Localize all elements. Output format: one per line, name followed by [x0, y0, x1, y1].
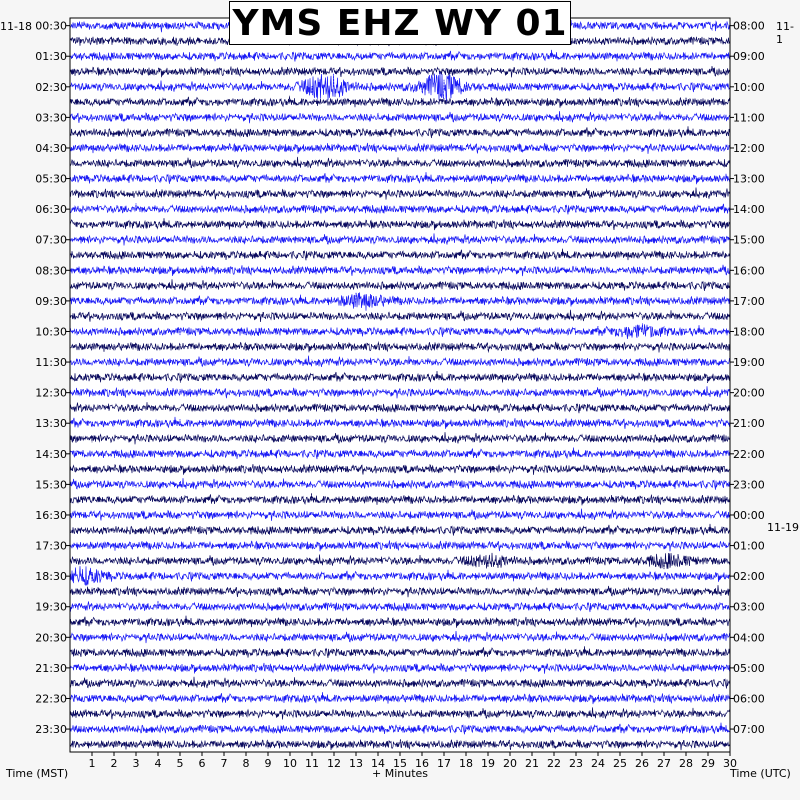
- right-tick-label: 21:00: [733, 417, 765, 431]
- x-tick-label: 9: [264, 757, 272, 770]
- left-tick-label: 17:30: [35, 539, 67, 553]
- y-axis-label-right: Time (UTC): [730, 767, 791, 780]
- left-tick-label: 19:30: [35, 600, 67, 614]
- left-tick-label: 14:30: [35, 447, 67, 461]
- x-tick-label: 2: [110, 757, 118, 770]
- x-tick-label: 8: [242, 757, 250, 770]
- right-tick-label: 18:00: [733, 325, 765, 339]
- x-tick-label: 5: [176, 757, 184, 770]
- right-tick-label: 23:00: [733, 478, 765, 492]
- left-tick-label: 22:30: [35, 692, 67, 706]
- right-tick-label: 17:00: [733, 294, 765, 308]
- x-tick-label: 20: [503, 757, 517, 770]
- right-tick-label: 11:00: [733, 111, 765, 125]
- right-tick-label: 22:00: [733, 447, 765, 461]
- x-tick-label: 14: [371, 757, 385, 770]
- chart-title-box: [229, 1, 571, 45]
- right-tick-label: 07:00: [733, 723, 765, 737]
- x-tick-label: 12: [327, 757, 341, 770]
- right-tick-label: 01:00: [733, 539, 765, 553]
- left-tick-label: 04:30: [35, 141, 67, 155]
- left-tick-label: 10:30: [35, 325, 67, 339]
- right-date-label-mid: 11-19: [767, 521, 799, 534]
- x-tick-label: 23: [569, 757, 583, 770]
- right-tick-label: 06:00: [733, 692, 765, 706]
- x-tick-label: 17: [437, 757, 451, 770]
- x-tick-label: 3: [132, 757, 140, 770]
- x-tick-label: 10: [283, 757, 297, 770]
- x-tick-label: 7: [220, 757, 228, 770]
- right-tick-label: 05:00: [733, 661, 765, 675]
- right-date-label-top: 11-1: [776, 20, 794, 46]
- x-axis-label: + Minutes: [372, 767, 429, 780]
- left-tick-label: 16:30: [35, 508, 67, 522]
- right-tick-label: 15:00: [733, 233, 765, 247]
- right-tick-label: 16:00: [733, 264, 765, 278]
- left-tick-label: 00:30: [35, 19, 67, 33]
- left-date-label: 11-18: [0, 20, 32, 33]
- x-tick-label: 25: [613, 757, 627, 770]
- x-tick-label: 1: [88, 757, 96, 770]
- left-tick-label: 07:30: [35, 233, 67, 247]
- left-tick-label: 15:30: [35, 478, 67, 492]
- left-tick-label: 12:30: [35, 386, 67, 400]
- x-tick-label: 21: [525, 757, 539, 770]
- right-tick-label: 02:00: [733, 570, 765, 584]
- left-tick-label: 08:30: [35, 264, 67, 278]
- x-tick-label: 6: [198, 757, 206, 770]
- left-tick-label: 21:30: [35, 661, 67, 675]
- left-tick-label: 05:30: [35, 172, 67, 186]
- x-tick-label: 27: [657, 757, 671, 770]
- x-tick-label: 15: [393, 757, 407, 770]
- right-tick-label: 08:00: [733, 19, 765, 33]
- left-tick-label: 02:30: [35, 80, 67, 94]
- x-tick-label: 30: [723, 757, 737, 770]
- right-tick-label: 14:00: [733, 203, 765, 217]
- right-time-ticks: [730, 20, 765, 736]
- right-tick-label: 09:00: [733, 50, 765, 64]
- x-tick-label: 4: [154, 757, 162, 770]
- right-tick-label: 20:00: [733, 386, 765, 400]
- right-tick-label: 10:00: [733, 80, 765, 94]
- chart-title: YMS EHZ WY 01: [232, 2, 568, 44]
- left-tick-label: 03:30: [35, 111, 67, 125]
- x-tick-label: 11: [305, 757, 319, 770]
- left-tick-label: 01:30: [35, 50, 67, 64]
- x-tick-label: 13: [349, 757, 363, 770]
- left-tick-label: 11:30: [35, 356, 67, 370]
- left-time-ticks: [35, 20, 70, 736]
- x-tick-label: 22: [547, 757, 561, 770]
- x-tick-label: 18: [459, 757, 473, 770]
- left-tick-label: 09:30: [35, 294, 67, 308]
- x-tick-label: 16: [415, 757, 429, 770]
- right-tick-label: 19:00: [733, 356, 765, 370]
- x-tick-label: 19: [481, 757, 495, 770]
- left-tick-label: 13:30: [35, 417, 67, 431]
- right-tick-label: 12:00: [733, 141, 765, 155]
- x-tick-label: 24: [591, 757, 605, 770]
- x-tick-label: 29: [701, 757, 715, 770]
- right-tick-label: 04:00: [733, 631, 765, 645]
- left-tick-label: 20:30: [35, 631, 67, 645]
- y-axis-label-left: Time (MST): [6, 767, 69, 780]
- left-tick-label: 06:30: [35, 203, 67, 217]
- right-tick-label: 03:00: [733, 600, 765, 614]
- x-tick-label: 26: [635, 757, 649, 770]
- left-tick-label: 18:30: [35, 570, 67, 584]
- right-tick-label: 13:00: [733, 172, 765, 186]
- left-tick-label: 23:30: [35, 723, 67, 737]
- right-tick-label: 00:00: [733, 508, 765, 522]
- x-tick-label: 28: [679, 757, 693, 770]
